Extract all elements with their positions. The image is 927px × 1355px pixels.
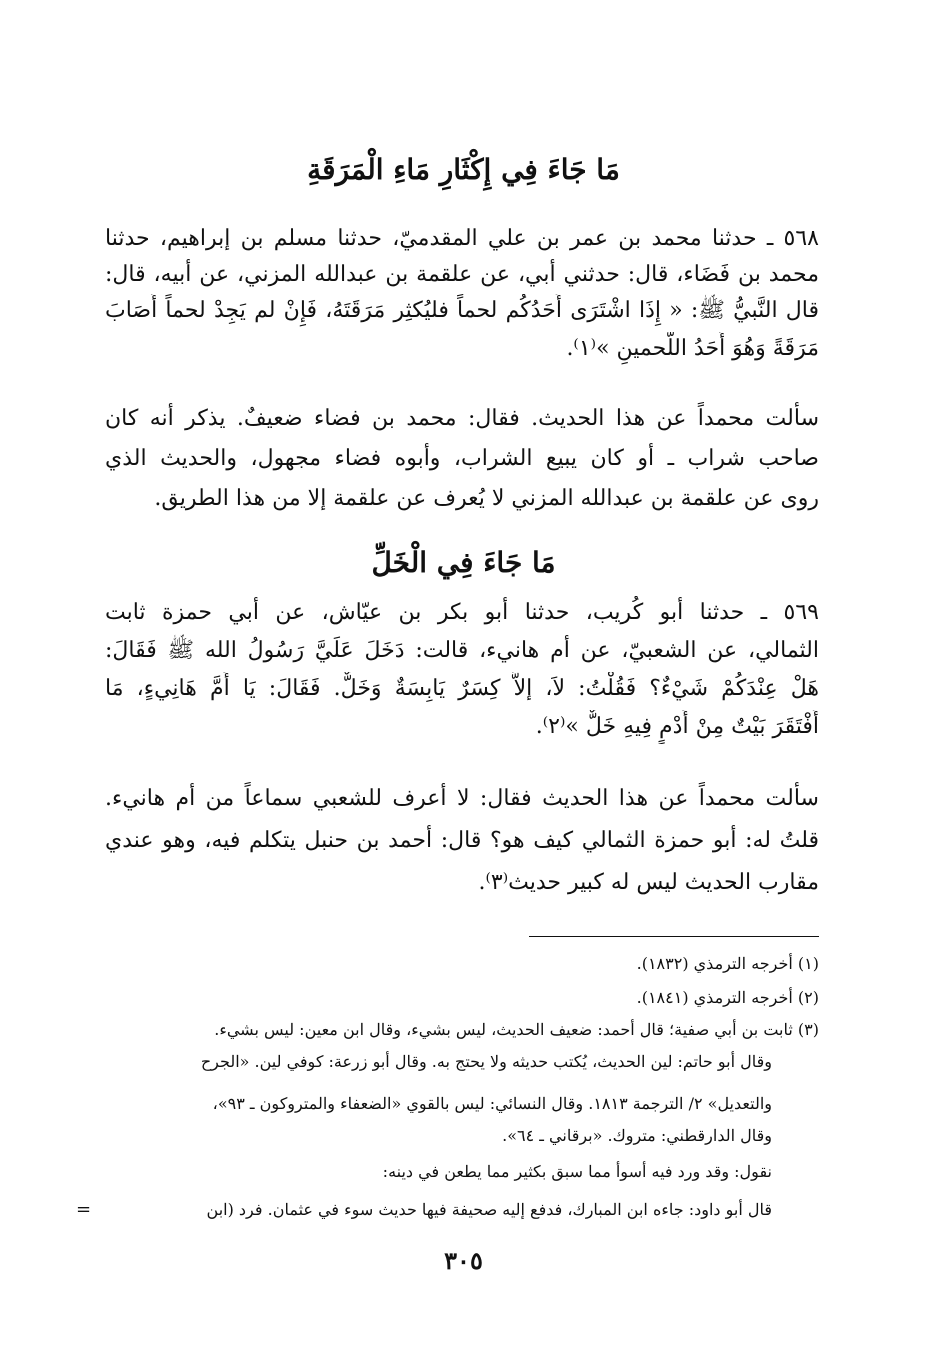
hadith-569-line-4: أَفْتَقَرَ بَيْتٌ مِنْ أُدْمٍ فِيهِ خَلٌّ »⁽٢⁾. [535, 714, 819, 739]
page-number: ٣٠٥ [444, 1246, 483, 1275]
comment-568-line-1: سألت محمداً عن هذا الحديث. فقال: محمد بن فضاء ضعيفٌ. يذكر أنه كان [105, 406, 819, 431]
hadith-568-line-1: ٥٦٨ ـ حدثنا محمد بن عمر بن علي المقدميّ، حدثنا مسلم بن إبراهيم، حدثنا [105, 226, 819, 251]
comment-568-line-2: صاحب شراب ـ أو كان يبيع الشراب، وأبوه فضاء مجهول، والحديث الذي [105, 446, 819, 471]
hadith-569-line-3: هَلْ عِنْدَكُمْ شَيْءٌ؟ فَقُلْتُ: لاَ، إلاَّ كِسَرٌ يَابِسَةٌ وَخَلٌّ. فَقَالَ: يَا أُمَّ هَانِيءٍ، مَا [105, 676, 819, 701]
hadith-569-line-2: الثمالي، عن الشعبيّ، عن أم هانيء، قالت: دَخَلَ عَلَيَّ رَسُولُ الله ﷺ فَقَالَ: [105, 638, 819, 663]
section-heading-vinegar: مَا جَاءَ فِي الْخَلِّ [371, 546, 556, 579]
hadith-568-line-3: قال النَّبيُّ ﷺ: « إِذَا اشْتَرَى أَحَدُكُم لحماً فليُكثِر مَرَقَتَهُ، فَإِنْ لم يَجِدْ لحماً أَصَابَ [105, 298, 819, 323]
footnote-1: (١) أخرجه الترمذي (١٨٣٢). [636, 954, 819, 973]
footnote-3-line-6: قال أبو داود: جاءه ابن المبارك، فدفع إليه صحيفة فيها حديث سوء في عثمان. فرد (ابن [206, 1200, 772, 1219]
hadith-569-line-1: ٥٦٩ ـ حدثنا أبو كُريب، حدثنا أبو بكر بن عيّاش، عن أبي حمزة ثابت [105, 600, 819, 625]
footnote-3-line-3: والتعديل» ٢/ الترجمة ١٨١٣. وقال النسائي: ليس بالقوي «الضعفاء والمتروكون ـ ٩٣»، [212, 1094, 772, 1113]
hadith-568-line-2: محمد بن فَضَاء، قال: حدثني أبي، عن علقمة بن عبدالله المزني، عن أبيه، قال: [105, 262, 819, 287]
footnote-separator [529, 936, 819, 937]
footnote-3-line-5: نقول: وقد ورد فيه أسوأ مما سبق بكثير مما يطعن في دينه: [382, 1162, 772, 1181]
section-heading-soup-water: مَا جَاءَ فِي إِكْثَارِ مَاءِ الْمَرَقَةِ [307, 153, 620, 186]
comment-568-line-3: روى عن علقمة بن عبدالله المزني لا يُعرف عن علقمة إلا من هذا الطريق. [154, 486, 819, 511]
footnote-3-line-4: وقال الدارقطني: متروك. «برقاني ـ ٦٤». [502, 1126, 772, 1145]
footnote-3-line-2: وقال أبو حاتم: لين الحديث، يُكتب حديثه ولا يحتج به. وقال أبو زرعة: كوفي لين. «الجرح [200, 1052, 772, 1071]
footnote-continuation-mark: = [76, 1199, 92, 1220]
hadith-568-line-4: مَرَقَةً وَهُوَ أَحَدُ اللَّحمينِ »⁽١⁾. [566, 336, 819, 361]
footnote-2: (٢) أخرجه الترمذي (١٨٤١). [636, 988, 819, 1007]
comment-569-line-2: قلتُ له: أبو حمزة الثمالي كيف هو؟ قال: أحمد بن حنبل يتكلم فيه، وهو عندي [105, 828, 819, 853]
footnote-3-line-1: (٣) ثابت بن أبي صفية؛ قال أحمد: ضعيف الحديث، ليس بشيء، وقال ابن معين: ليس بشيء. [214, 1020, 819, 1039]
comment-569-line-3: مقارب الحديث ليس له كبير حديث⁽٣⁾. [478, 870, 819, 895]
comment-569-line-1: سألت محمداً عن هذا الحديث فقال: لا أعرف للشعبي سماعاً من أم هانيء. [105, 786, 819, 811]
